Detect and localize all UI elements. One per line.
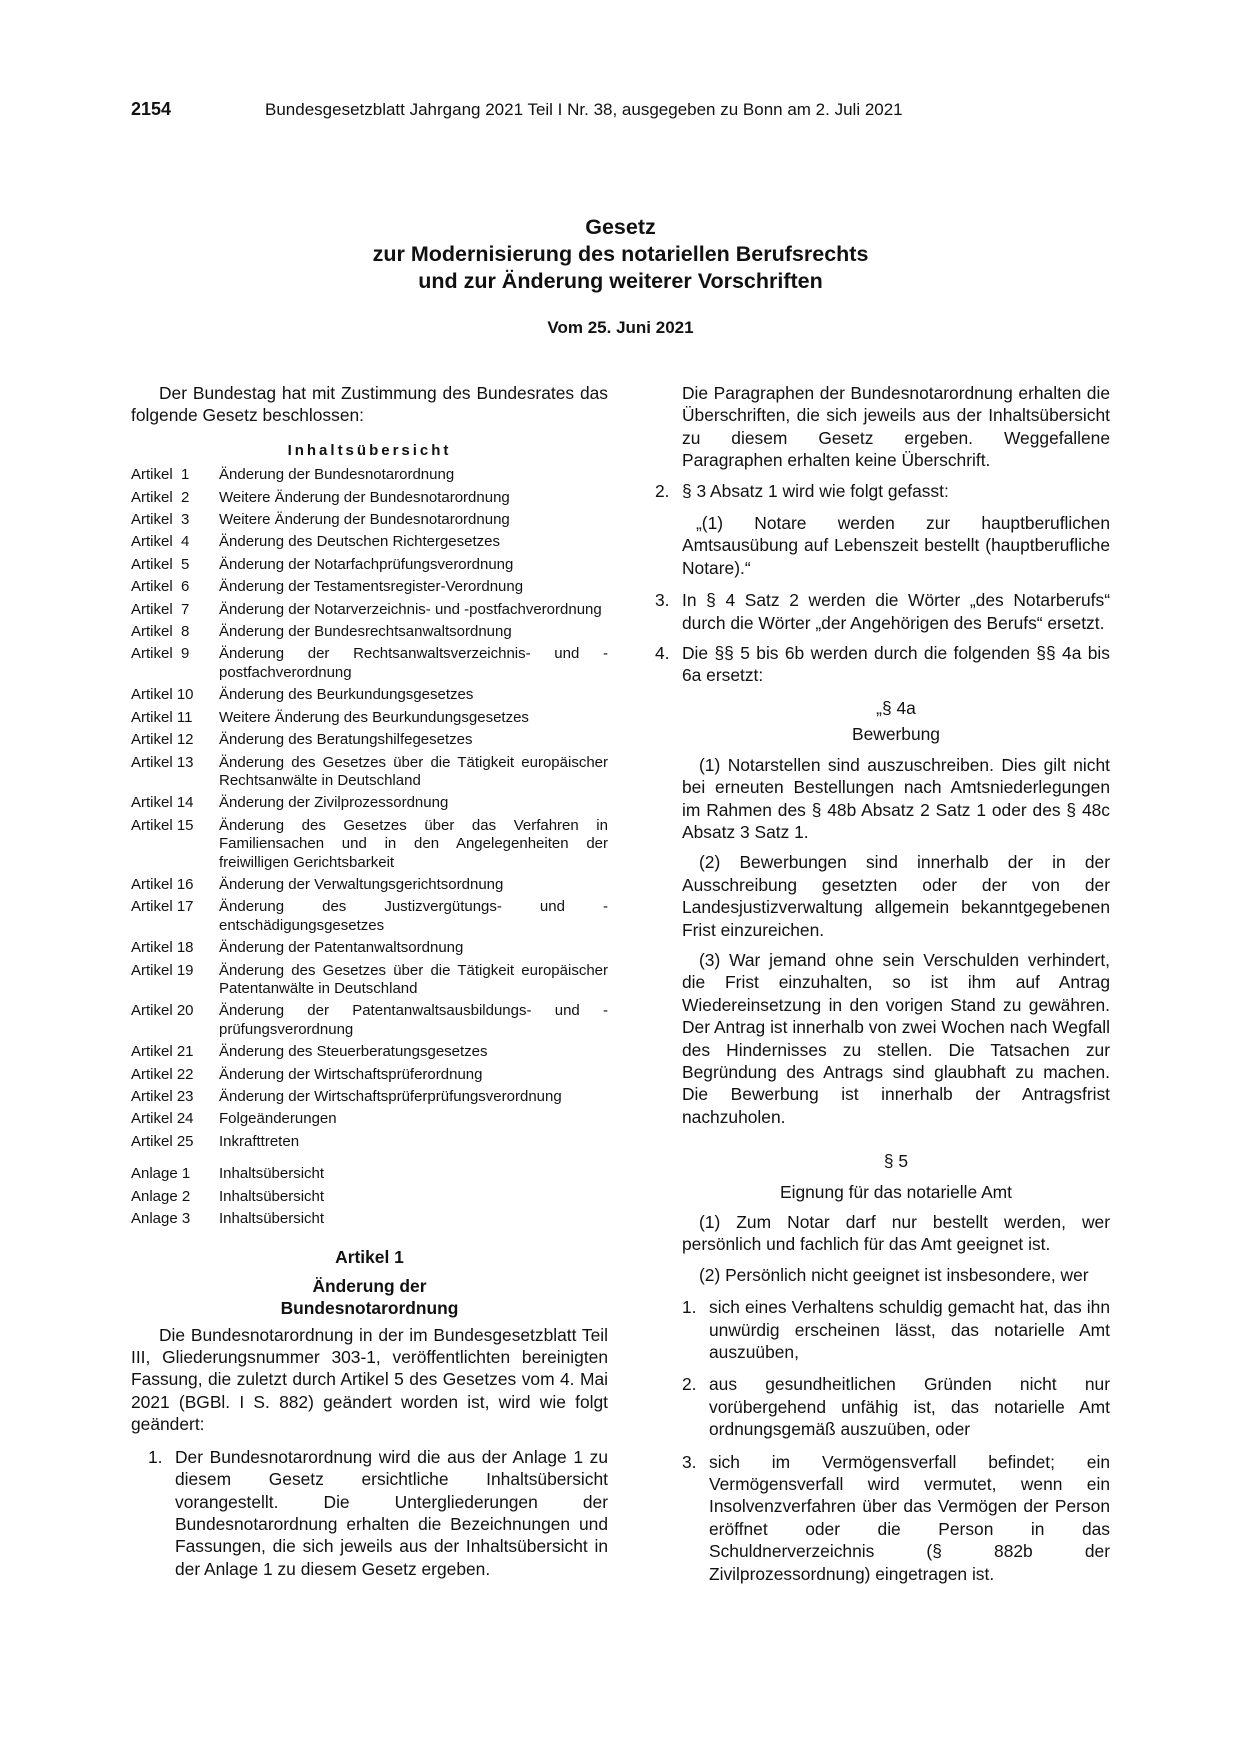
toc-label: Artikel 7: [131, 600, 190, 618]
toc-row: [131, 599, 608, 621]
toc-row: [131, 752, 608, 793]
section-4a-title: Bewerbung: [852, 724, 940, 745]
toc-row: [131, 1108, 608, 1130]
toc-row: [131, 1208, 608, 1230]
title-line-1: Gesetz: [585, 215, 656, 239]
toc-label: Artikel 10: [131, 686, 194, 704]
list-item: [682, 1451, 1110, 1585]
list-item-4: 4. Die §§ 5 bis 6b werden durch die folgenden §§ 4a bis 6a ersetzt:: [655, 643, 1110, 686]
toc-label: Artikel 4: [131, 533, 190, 551]
toc-row: [131, 643, 608, 684]
toc-label: Artikel 3: [131, 511, 190, 529]
list-number: 1.: [682, 1297, 697, 1318]
section-5-list: [682, 1296, 1110, 1585]
toc-row: [131, 554, 608, 576]
toc-entry-text: Weitere Änderung der Bundesnotarordnung: [219, 488, 510, 506]
toc-row: [131, 815, 608, 874]
section-5-para-2: (2) Persönlich nicht geeignet ist insbesondere, wer: [699, 1264, 1089, 1285]
toc-entry-text: Änderung des Gesetzes über die Tätigkeit europäischer Patentanwälte in Deutschland: [219, 961, 608, 997]
toc-label: Artikel 25: [131, 1132, 194, 1150]
list-item-1: 1. Der Bundesnotarordnung wird die aus der Anlage 1 zu diesem Gesetz ersichtliche Inhaltsübersicht vorangestellt. Die Untergliederungen der Bundesnotarordnung erhalten die Bezeichnungen und Fassungen, die sich jeweils aus der Inhaltsübersicht in der Anlage 1 zu diesem Gesetz ergeben.: [148, 1446, 608, 1579]
title-line-3: und zur Änderung weiterer Vorschriften: [418, 269, 823, 293]
toc-label: Artikel 16: [131, 875, 194, 893]
toc-entry-text: Weitere Änderung des Beurkundungsgesetzes: [219, 708, 529, 726]
toc-label: Anlage 1: [131, 1165, 191, 1183]
list-text: sich im Vermögensverfall befindet; ein Vermögensverfall wird vermutet, wenn ein Insolvenzverfahren über das Vermögen der Person eröffnet oder die Person in das Schuldnerverzeichnis (§ 882b der Zivilprozessordnung) eingetragen ist.: [709, 1451, 1110, 1584]
section-5-title: Eignung für das notarielle Amt: [779, 1181, 1012, 1202]
toc-row: [131, 1000, 608, 1041]
toc-label: Artikel 15: [131, 816, 194, 834]
toc-row: [131, 576, 608, 598]
toc-row: [131, 621, 608, 643]
list-item-1-continued: Die Paragraphen der Bundesnotarordnung erhalten die Überschriften, die sich jeweils aus der Inhaltsübersicht zu diesem Gesetz ergeben. Weggefallene Paragraphen erhalten keine Überschrift.: [682, 383, 1110, 471]
toc-entry-text: Änderung der Patentanwaltsausbildungs- und -prüfungsverordnung: [219, 1002, 608, 1038]
toc-label: Artikel 24: [131, 1110, 194, 1128]
toc-entry-text: Änderung der Verwaltungsgerichtsordnung: [219, 875, 504, 893]
toc-label: Artikel 2: [131, 488, 190, 506]
toc-row: [131, 684, 608, 706]
law-title: [0, 214, 1241, 295]
toc-entry-text: Folgeänderungen: [219, 1110, 337, 1128]
list-item: [682, 1373, 1110, 1440]
toc-row: [131, 1041, 608, 1063]
article-1-intro: Die Bundesnotarordnung in der im Bundesgesetzblatt Teil III, Gliederungsnummer 303-1, veröffentlichten bereinigten Fassung, die zuletzt durch Artikel 5 des Gesetzes vom 4. Mai 2021 (BGBl. I S. 882) geändert worden ist, wird wie folgt geändert:: [131, 1324, 608, 1435]
article-1-heading: Artikel 1: [335, 1247, 404, 1268]
toc-row: [131, 1064, 608, 1086]
toc-entry-text: Änderung des Steuerberatungsgesetzes: [219, 1043, 488, 1061]
toc-entry-text: Änderung der Wirtschaftsprüferprüfungsverordnung: [219, 1088, 562, 1105]
toc-entry-text: Änderung der Notarfachprüfungsverordnung: [219, 555, 514, 573]
page-number: 2154: [131, 99, 172, 119]
section-5-number: § 5: [883, 1151, 909, 1172]
list-number: 2.: [682, 1374, 697, 1395]
toc-entry-text: Änderung des Beratungshilfegesetzes: [219, 731, 473, 749]
toc-row: [131, 729, 608, 751]
toc-row: [131, 874, 608, 896]
toc-row: [131, 531, 608, 553]
section-4a-number: „§ 4a: [876, 697, 916, 718]
toc-entry-text: Inhaltsübersicht: [219, 1210, 325, 1228]
section-4a-para-1: (1) Notarstellen sind auszuschreiben. Dies gilt nicht bei erneuten Bestellungen nach Amtsniederlegungen im Rahmen des § 48b Absatz 2 Satz 1 oder des § 48c Absatz 3 Satz 1.: [682, 754, 1110, 842]
toc-label: Artikel 19: [131, 961, 194, 979]
toc-entry-text: Weitere Änderung der Bundesnotarordnung: [219, 511, 510, 529]
quote-3-1: „(1) Notare werden zur hauptberuflichen Amtsausübung auf Lebenszeit bestellt (hauptberufliche Notare).“: [682, 513, 1110, 578]
toc-label: Artikel 5: [131, 555, 190, 573]
toc-row: [131, 1086, 608, 1108]
toc-label: Artikel 9: [131, 645, 190, 663]
list-text: sich eines Verhaltens schuldig gemacht hat, das ihn unwürdig erscheinen lässt, das notarielle Amt auszuüben,: [709, 1297, 1110, 1363]
toc-label: Artikel 21: [131, 1043, 194, 1061]
toc-row: [131, 487, 608, 509]
toc-label: Artikel 8: [131, 623, 190, 641]
toc-label: Artikel 6: [131, 578, 190, 596]
list-item-2: 2. § 3 Absatz 1 wird wie folgt gefasst:: [655, 480, 949, 501]
toc-row: [131, 1163, 608, 1185]
toc-row: [131, 960, 608, 1001]
toc-row: [131, 937, 608, 959]
section-4a-para-2: (2) Bewerbungen sind innerhalb der in der Ausschreibung gesetzten oder der von der Landesjustizverwaltung allgemein bekanntgegebenen Frist einzureichen.: [682, 852, 1110, 940]
toc-label: Artikel 14: [131, 794, 194, 812]
toc-entry-text: Änderung des Gesetzes über die Tätigkeit europäischer Rechtsanwälte in Deutschland: [219, 753, 608, 789]
toc-label: Artikel 23: [131, 1088, 194, 1105]
right-column: [655, 382, 1110, 1585]
toc-label: Artikel 11: [131, 708, 193, 726]
section-5-para-1: (1) Zum Notar darf nur bestellt werden, wer persönlich und fachlich für das Amt geeignet ist.: [682, 1212, 1110, 1255]
toc-row: [131, 509, 608, 531]
toc-articles: [131, 464, 608, 1153]
toc-entry-text: Änderung der Zivilprozessordnung: [219, 794, 449, 812]
section-4a: [655, 697, 1110, 1585]
toc-entry-text: Änderung des Justizvergütungs- und -entschädigungsgesetzes: [219, 898, 608, 934]
left-column: [131, 382, 608, 1580]
toc-entry-text: Änderung des Beurkundungsgesetzes: [219, 686, 474, 704]
toc-row: [131, 707, 608, 729]
article-1-subheading: Änderung der Bundesnotarordnung: [280, 1275, 459, 1319]
list-number: 3.: [682, 1451, 697, 1472]
toc-label: Artikel 17: [131, 898, 194, 916]
toc-label: Artikel 18: [131, 939, 194, 957]
table-of-contents: [131, 464, 608, 1230]
law-date: Vom 25. Juni 2021: [547, 318, 694, 337]
toc-label: Anlage 2: [131, 1187, 191, 1205]
toc-label: Artikel 1: [131, 466, 190, 484]
toc-entry-text: Änderung der Wirtschaftsprüferordnung: [219, 1065, 483, 1083]
section-4a-para-3: (3) War jemand ohne sein Verschulden verhindert, die Frist einzuhalten, so ist ihm auf Antrag Wiedereinsetzung in den vorigen Stand zu gewähren. Der Antrag ist innerhalb von zwei Wochen nach Wegfall des Hindernisses zu stellen. Die Tatsachen zur Begründung des Antrags sind glaubhaft zu machen. Die Bewerbung ist innerhalb der Antragsfrist nachzuholen.: [682, 949, 1110, 1127]
toc-row: [131, 792, 608, 814]
toc-entry-text: Änderung des Deutschen Richtergesetzes: [219, 533, 501, 551]
intro-paragraph: Der Bundestag hat mit Zustimmung des Bundesrates das folgende Gesetz beschlossen:: [131, 383, 608, 426]
toc-row: [131, 464, 608, 486]
toc-entry-text: Änderung des Gesetzes über das Verfahren in Familiensachen und in den Angelegenheiten der freiwilligen Gerichtsbarkeit: [219, 816, 608, 871]
toc-entry-text: Änderung der Bundesrechtsanwaltsordnung: [219, 623, 512, 641]
toc-entry-text: Änderung der Testamentsregister-Verordnung: [219, 578, 524, 596]
toc-row: [131, 896, 608, 937]
title-line-2: zur Modernisierung des notariellen Berufsrechts: [372, 242, 869, 266]
toc-row: [131, 1186, 608, 1208]
list-item: [682, 1296, 1110, 1363]
list-item-3: 3. In § 4 Satz 2 werden die Wörter „des Notarberufs“ durch die Wörter „der Angehörigen des Berufs“ ersetzt.: [655, 590, 1110, 633]
toc-entry-text: Inkrafttreten: [219, 1132, 300, 1150]
toc-label: Anlage 3: [131, 1210, 191, 1228]
toc-entry-text: Änderung der Bundesnotarordnung: [219, 466, 455, 484]
list-text: aus gesundheitlichen Gründen nicht nur vorübergehend unfähig ist, das notarielle Amt ordnungsgemäß auszuüben, oder: [709, 1374, 1110, 1440]
toc-entry-text: Inhaltsübersicht: [219, 1165, 325, 1183]
toc-label: Artikel 13: [131, 753, 194, 771]
toc-row: [131, 1131, 608, 1153]
toc-entry-text: Änderung der Patentanwaltsordnung: [219, 939, 464, 957]
toc-annexes: [131, 1163, 608, 1230]
toc-label: Artikel 22: [131, 1065, 194, 1083]
toc-entry-text: Inhaltsübersicht: [219, 1187, 325, 1205]
toc-entry-text: Änderung der Rechtsanwaltsverzeichnis- und -postfachverordnung: [219, 645, 608, 681]
running-title: Bundesgesetzblatt Jahrgang 2021 Teil I Nr. 38, ausgegeben zu Bonn am 2. Juli 2021: [265, 100, 903, 119]
toc-label: Artikel 20: [131, 1002, 194, 1020]
toc-entry-text: Änderung der Notarverzeichnis- und -postfachverordnung: [219, 600, 602, 618]
list-item-1-text: Der Bundesnotarordnung wird die aus der Anlage 1 zu diesem Gesetz ersichtliche Inhaltsübersicht vorangestellt. Die Untergliederungen der Bundesnotarordnung erhalten die Bezeichnungen und Fassungen, die sich jeweils aus der Inhaltsübersicht in der Anlage 1 zu diesem Gesetz ergeben.: [175, 1446, 608, 1579]
toc-label: Artikel 12: [131, 731, 194, 749]
toc-heading: Inhaltsübersicht: [287, 441, 452, 459]
